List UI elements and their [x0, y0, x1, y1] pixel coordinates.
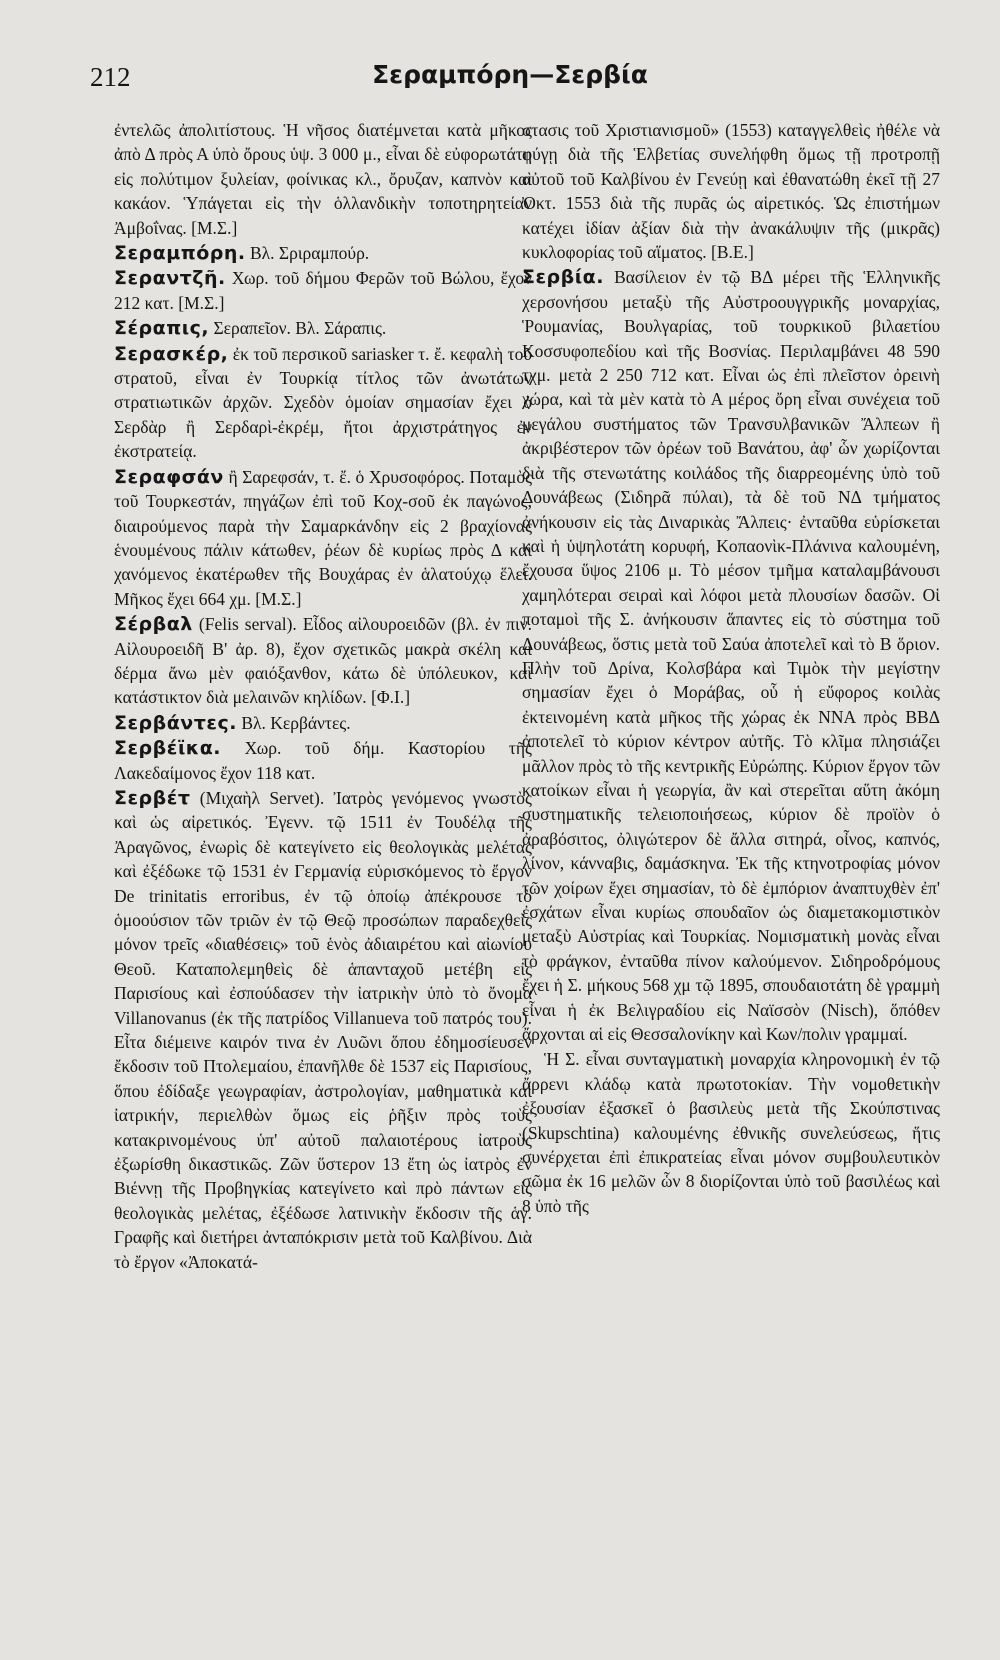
entry-lemma: Σερβέτ: [114, 786, 191, 809]
entry-text: Βασίλειον ἐν τῷ ΒΔ μέρει τῆς Ἑλληνικῆς χερσονήσου μεταξὺ τῆς Αὐστροουγγρικῆς μοναρχίας, Ῥουμανίας, Βουλγαρίας, τοῦ τουρκικοῦ βιλαετίου Κοσσυφοπεδίου καὶ τῆς Βοσνίας. Περιλαμβάνει 48 590 τχμ. μετὰ 2 250 712 κατ. Εἶναι ὡς ἐπὶ πλεῖστον ὀρεινὴ χώρα, καὶ τὰ μὲν κατὰ τὸ Α μέρος ὄρη εἶναι συνέχεια τοῦ μεγάλου συστήματος τῶν Τρανσυλβανικῶν Ἄλπεων ἢ ἀκριβέστερον τῶν ὀρέων τοῦ Βανάτου, ἀφ' ὧν χωρίζονται διὰ τῆς στενωτάτης κοιλάδος τῆς διαρρεομένης ὑπὸ τοῦ Δουνάβεως (Σιδηρᾶ πύλαι), τὰ δὲ τοῦ ΝΔ τμήματος ἀνήκουσιν εἰς τὰς Διναρικὰς Ἄλπεις· ἐνταῦθα εὑρίσκεται καὶ ἡ ὑψηλοτάτη κορυφή, Κοπαονὶκ-Πλάνινα καλουμένη, ἔχουσα ὕψος 2106 μ. Τὸ μέσον τμῆμα καταλαμβάνουσι χαμηλότεραι σειραὶ καὶ λόφοι μετὰ πλουσίων δασῶν. Οἱ ποταμοὶ τῆς Σ. ἀνήκουσιν ἅπαντες εἰς τὸ σύστημα τοῦ Δουνάβεως, ὅστις μετὰ τοῦ Σαύα ἀποτελεῖ καὶ τὸ Β ὅριον. Πλὴν τοῦ Δρίνα, Κολσβάρα καὶ Τιμὸκ τὴν μεγίστην σημασίαν ἔχει ὁ Μοράβας, οὗ ἡ εὔφορος κοιλὰς ἐκτεινομένη κατὰ μῆκος τῆς χώρας ἐκ ΝΝΑ πρὸς ΒΒΔ ἀποτελεῖ τὸ κύριον κέντρον αὐτῆς. Τὸ κλῖμα πλησιάζει μᾶλλον πρὸς τὸ τῆς κεντρικῆς Εὐρώπης. Κύριον ἔργον τῶν κατοίκων εἶναι ἡ γεωργία, ἂν καὶ στερεῖται αὕτη ἀκόμη συστηματικῆς τελειοποιήσεως, κύριον δὲ προϊὸν ὁ ἀραβόσιτος, ὀλιγώτερον δὲ ἄλλα σιτηρά, οἶνος, καπνός, λίνον, κάνναβις, δαμάσκηνα. Ἐκ τῆς κτηνοτροφίας μόνον τῶν χοίρων ἔχει σημασίαν, τὸ δὲ ἐμπόριον ἀναπτυχθὲν ἐπ' ἐσχάτων εἶναι κυρίως σπουδαῖον ὡς διαμετακομιστικὸν μεταξὺ Αὐστρίας καὶ Τουρκίας. Νομισματικὴ μονὰς εἶναι τὸ φράγκον, ἐνταῦθα πίνον καλούμενον. Σιδηροδρόμους ἔχει ἡ Σ. μήκους 568 χμ τῷ 1895, σπουδαιοτάτη δὲ γραμμὴ εἶναι ἡ ἐκ Βελιγραδίου εἰς Ναϊσσὸν (Nisch), ὅπόθεν ἄρχονται αἱ εἰς Θεσσαλονίκην καὶ Κων/πολιν γραμμαί.: [522, 267, 940, 1045]
entry-lemma: Σερβάντες.: [114, 711, 237, 734]
dictionary-entry: [114, 786, 532, 1274]
entry-text: ἢ Σαρεφσάν, τ. ἔ. ὁ Χρυσοφόρος. Ποταμὸς τοῦ Τουρκεστάν, πηγάζων ἐπὶ τοῦ Κοχ-σοῦ ἐκ παγώνος, διαιρούμενος παρὰ τὴν Σαμαρκάνδην εἰς 2 βραχίονας ἑνουμένους πάλιν κάτωθεν, ῥέων δὲ κυρίως πρὸς Δ καὶ χανόμενος ἑκατέρωθεν τῆς Βουχάρας ἐν ἁλατούχῳ ἕλει. Μῆκος ἔχει 664 χμ. [Μ.Σ.]: [114, 466, 532, 609]
page-header: [60, 56, 960, 96]
dictionary-entry: [522, 1047, 940, 1218]
dictionary-entry: [114, 266, 532, 315]
entry-lemma: Σερασκέρ,: [114, 342, 229, 365]
entry-lemma: Σέραπις,: [114, 317, 210, 340]
entry-text: ἐντελῶς ἀπολιτίστους. Ἡ νῆσος διατέμνεται κατὰ μῆκος ἀπὸ Δ πρὸς Α ὑπὸ ὄρους ὑψ. 3 000 μ., εἶναι δὲ εὐφορωτάτη εἰς πολύτιμον ξυλείαν, φοίνικας κλ., ὄρυζαν, καπνὸν καὶ κακάον. Ὑπάγεται εἰς τὴν ὁλλανδικὴν τοποτηρητείαν Ἀμβοΐνας. [Μ.Σ.]: [114, 120, 532, 238]
entry-lemma: Σέρβαλ: [114, 613, 193, 636]
dictionary-entry: [114, 241, 532, 265]
left-column: [114, 118, 532, 1274]
entry-text: (Μιχαὴλ Servet). Ἰατρὸς γενόμενος γνωστὸς καὶ ὡς αἱρετικός. Ἐγενν. τῷ 1511 ἐν Τουδέλᾳ τῆς Ἀραγῶνος, ἐνωρὶς δὲ κατεγίνετο εἰς θεολογικὰς μελέτας καὶ ἐξέδωκε τῷ 1531 ἐν Γερμανίᾳ εὑρισκόμενος τὸ ἔργον De trinitatis erroribus, ἐν τῷ ὁποίῳ ἀπέκρουσε τὸ ὁμοούσιον τῶν τριῶν ἐν τῷ Θεῷ προσώπων παραδεχθεὶς μόνον τρεῖς «διαθέσεις» τοῦ ἑνὸς ἀδιαιρέτου καὶ αἰωνίου Θεοῦ. Καταπολεμηθεὶς δὲ ἁπανταχοῦ μετέβη εἰς Παρισίους καὶ ἐσπούδασεν τὴν ἰατρικὴν ὑπὸ τὸ ὄνομα Villanovanus (ἐκ τῆς πατρίδος Villanueva τοῦ πατρός του). Εἶτα διέμεινε καιρόν τινα ἐν Λυῶνι ὅπου ἐδημοσίευσεν ἔκδοσιν τοῦ Πτολεμαίου, ἐπανῆλθε δὲ 1537 εἰς Παρισίους, ὅπου ἐδίδαξε γεωγραφίαν, ἀστρολογίαν, μαθηματικὰ καὶ ἰατρικήν, περιελθὼν ὅμως εἰς ῥῆξιν πρὸς τοὺς κατακρινομένους ὑπ' αὐτοῦ παλαιοτέρους ἰατροὺς ἐξωρίσθη δικαστικῶς. Ζῶν ὕστερον 13 ἔτη ὡς ἰατρὸς ἐν Βιέννῃ τῆς Προβηγκίας κατεγίνετο καὶ πρὸ πάντων εἰς θεολογικὰς μελέτας, ἐξέδωσε λατινικὴν ἔκδοσιν τῆς ἁγ. Γραφῆς καὶ διετήρει ἀνταπόκρισιν μετὰ τοῦ Καλβίνου. Διὰ τὸ ἔργον «Ἀποκατά-: [114, 787, 532, 1272]
entry-lemma: Σερβία.: [522, 266, 604, 289]
running-head: Σεραμπόρη—Σερβία: [372, 60, 648, 89]
entry-lemma: Σεραμπόρη.: [114, 242, 246, 265]
entry-text: ἐκ τοῦ περσικοῦ sariasker τ. ἔ. κεφαλὴ τοῦ στρατοῦ, εἶναι ἐν Τουρκίᾳ τίτλος τῶν ἀνωτάτων στρατιωτικῶν ἀρχῶν. Σχεδὸν ὁμοίαν σημασίαν ἔχει ὁ Σερδὰρ ἢ Σερδαρὶ-ἐκρέμ, ἤτοι ἀρχιστράτηγος ἐν ἐκστρατείᾳ.: [114, 343, 532, 462]
entry-text: Βλ. Κερβάντες.: [236, 712, 351, 733]
dictionary-entry: [114, 342, 532, 464]
dictionary-entry: [522, 118, 940, 264]
entry-lemma: Σερβέϊκα.: [114, 737, 222, 760]
entry-text: στασις τοῦ Χριστιανισμοῦ» (1553) καταγγελθεὶς ἠθέλε νὰ φύγῃ διὰ τῆς Ἑλβετίας συνελήφθη ὅμως τῇ προτροπῇ αὐτοῦ τοῦ Καλβίνου ἐν Γενεύῃ καὶ ἐθανατώθη ἐκεῖ τῇ 27 Ὀκτ. 1553 διὰ τῆς πυρᾶς ὡς αἱρετικός. Ὡς ἐπιστήμων κατέχει ἰδίαν ἀξίαν διὰ τὴν ἀνακάλυψιν τῆς (μικρᾶς) κυκλοφορίας τοῦ αἵματος. [Β.Ε.]: [522, 120, 940, 263]
entry-text: Χωρ. τοῦ δήμου Φερῶν τοῦ Βώλου, ἔχον 212 κατ. [Μ.Σ.]: [114, 268, 532, 313]
entry-lemma: Σεραφσάν: [114, 465, 224, 488]
dictionary-entry: [522, 265, 940, 1046]
dictionary-entry: [114, 465, 532, 611]
entry-lemma: Σεραντζῆ.: [114, 267, 226, 290]
entry-text: Σεραπεῖον. Βλ. Σάραπις.: [209, 318, 387, 339]
dictionary-entry: [114, 711, 532, 735]
dictionary-entry: [114, 736, 532, 785]
page-number: 212: [90, 62, 131, 92]
entry-text: Χωρ. τοῦ δήμ. Καστορίου τῆς Λακεδαίμονος ἔχον 118 κατ.: [114, 738, 532, 783]
entry-text: (Felis serval). Εἶδος αἰλουροειδῶν (βλ. ἐν πιν. Αἰλουροειδῆ Β' ἀρ. 8), ἔχον σχετικῶς μακρὰ σκέλη καὶ δέρμα ἄνω μὲν φαιόξανθον, κάτω δὲ ὑπόλευκον, καὶ κατάστικτον διὰ μελαινῶν κηλίδων. [Φ.Ι.]: [114, 614, 532, 708]
dictionary-entry: [114, 612, 532, 710]
dictionary-entry: [114, 316, 532, 340]
entry-text: Ἡ Σ. εἶναι συνταγματικὴ μοναρχία κληρονομικὴ ἐν τῷ ἄρρενι κλάδῳ κατὰ πρωτοτοκίαν. Τὴν νομοθετικὴν ἐξουσίαν ἐξασκεῖ ὁ βασιλεὺς μετὰ τῆς Σκούπστινας (Skupschtina) καλουμένης ἐθνικῆς συνελεύσεως, ἥτις συνέρχεται ἐπὶ ἐπικρατείας εἶναι μόνον συμβουλευτικὸν σῶμα ἐκ 16 μελῶν ὧν 8 διορίζονται ὑπὸ τοῦ βασιλέως καὶ 8 ὑπὸ τῆς: [522, 1049, 940, 1216]
dictionary-entry: [114, 118, 532, 240]
right-column: [522, 118, 940, 1218]
entry-text: Βλ. Σριραμπούρ.: [245, 243, 370, 264]
